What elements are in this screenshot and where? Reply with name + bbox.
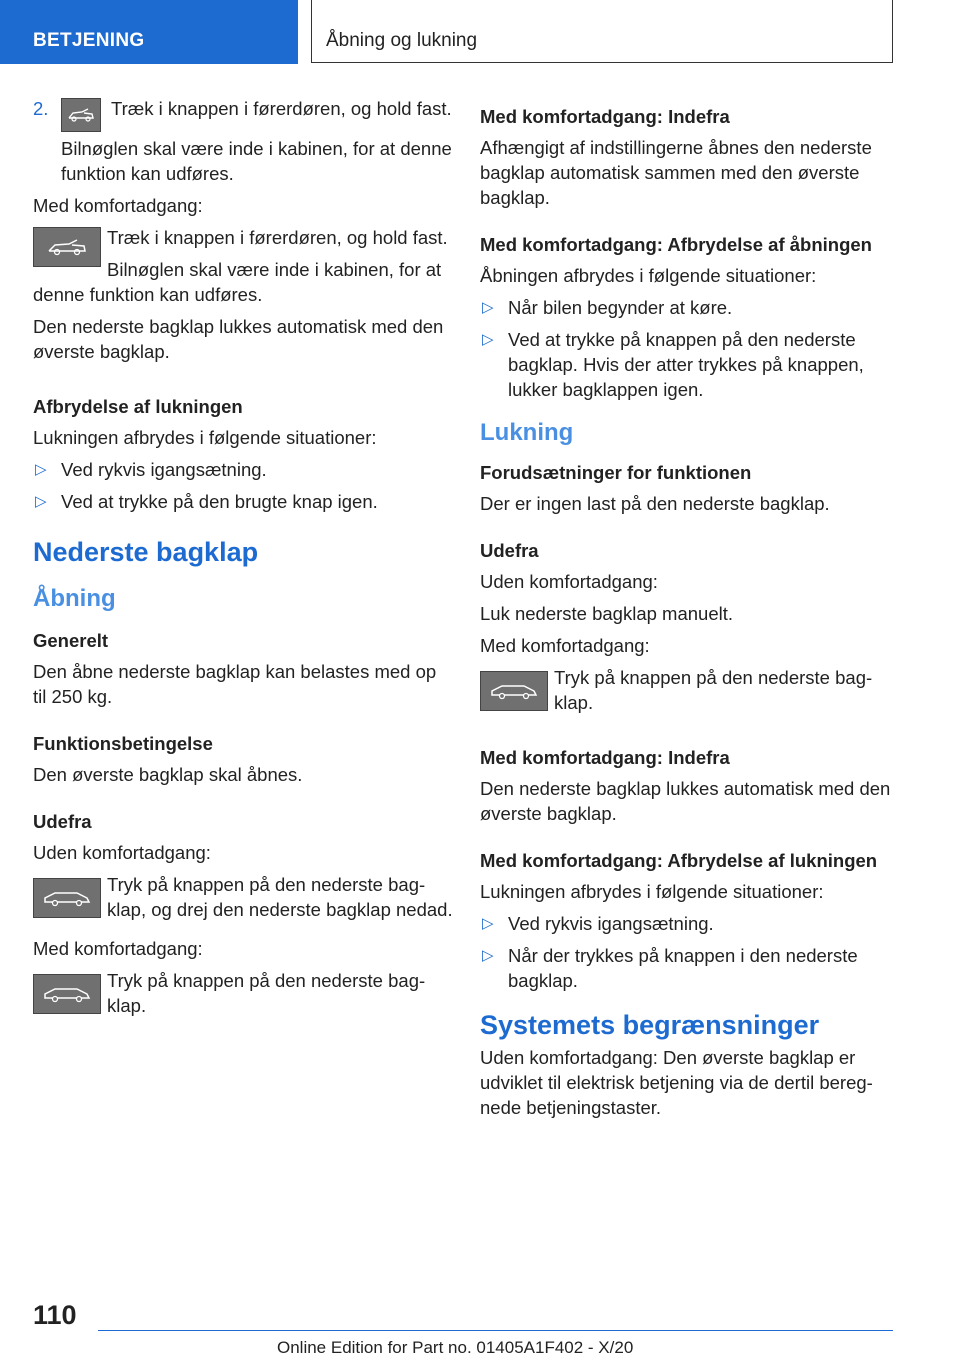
inside-heading-2: Med komfortadgang: Indefra [480,747,730,768]
left-column [33,96,453,1025]
close-interrupt-heading: Med komfortadgang: Afbrydelse af lukningen [480,850,878,871]
car-tailgate-icon [33,974,101,1014]
triangle-bullet-icon: ▷ [482,331,494,348]
triangle-bullet-icon: ▷ [482,947,494,964]
triangle-bullet-icon: ▷ [482,915,494,932]
prereq-text: Der er ingen last på den nederste bagklap. [480,493,830,514]
outside-heading: Udefra [33,811,92,832]
list-item [480,295,892,320]
triangle-bullet-icon: ▷ [35,493,47,510]
car-open-icon [61,98,101,132]
step-2-note: Bilnøglen skal være inde i kabinen, for at denne funktion kan udføres. [61,138,452,184]
triangle-bullet-icon: ▷ [482,299,494,316]
header-section-label: BETJENING [33,30,145,51]
step-number: 2. [33,98,49,119]
footer-edition: Online Edition for Part no. 01405A1F402 - X/20 [277,1338,634,1357]
list-item [480,911,892,936]
general-text: Den åbne nederste bagklap kan belastes med op til 250 kg. [33,661,437,707]
triangle-bullet-icon: ▷ [35,461,47,478]
no-comfort-text: Tryk på knappen på den nederste bag-klap, og drej den nederste bagklap nedad. [107,874,453,920]
no-comfort-label-right: Uden komfortadgang: [480,571,658,592]
car-tailgate-icon [33,878,101,918]
interrupt-text: Lukningen afbrydes i følgende situationer: [33,427,377,448]
open-interrupt-heading: Med komfortadgang: Afbrydelse af åbningen [480,234,872,255]
open-interrupt-text: Åbningen afbrydes i følgende situationer: [480,265,817,286]
list-item [480,943,892,993]
inside-text: Afhængigt af indstillingerne åbnes den nederste bagklap automatisk sammen med den øverste bagklap. [480,137,872,208]
list-item-text: Når bilen begynder at køre. [508,297,733,318]
car-open-icon [33,227,101,267]
comfort-note: Bilnøglen skal være inde i kabinen, for at denne funktion kan udføres. [33,259,442,305]
comfort-block [33,225,453,307]
list-item [33,489,453,514]
comfort-label-2: Med komfortadgang: [33,938,203,959]
auto-close-text: Den nederste bagklap lukkes automatisk med den øverste bagklap. [33,316,444,362]
inside-text-2: Den nederste bagklap lukkes automatisk med den øverste bagklap. [480,778,891,824]
list-item-text: Ved rykvis igangsætning. [508,913,714,934]
condition-text: Den øverste bagklap skal åbnes. [33,764,303,785]
close-interrupt-text: Lukningen afbrydes i følgende situationer: [480,881,824,902]
comfort-block-2 [33,968,453,1018]
header-chapter-label: Åbning og lukning [326,30,478,51]
right-column [480,96,892,1127]
header-chapter-tab [311,0,893,63]
section-heading-lower-tailgate: Nederste bagklap [33,537,259,567]
comfort-text: Træk i knappen i førerdøren, og hold fast. [107,227,448,248]
inside-heading: Med komfortadgang: Indefra [480,106,730,127]
comfort-text-2: Tryk på knappen på den nederste bag-klap. [107,970,426,1016]
section-heading-limits: Systemets begrænsninger [480,1010,820,1040]
car-tailgate-icon [480,671,548,711]
list-item-text: Ved rykvis igangsætning. [61,459,267,480]
comfort-label-right: Med komfortadgang: [480,635,650,656]
limits-text: Uden komfortadgang: Den øverste bagklap er udviklet til elektrisk betjening via de dertil bereg-nede betjeningstaster. [480,1047,873,1118]
comfort-text-right: Tryk på knappen på den nederste bag-klap. [554,667,873,713]
subsection-heading-closing: Lukning [480,419,574,446]
no-comfort-block [33,872,453,922]
subsection-heading-opening: Åbning [33,585,116,612]
header-section-tab [0,0,298,64]
interrupt-heading: Afbrydelse af lukningen [33,396,243,417]
list-item [480,327,892,402]
comfort-label: Med komfortadgang: [33,195,203,216]
list-item-text: Ved at trykke på knappen på den nederste bagklap. Hvis der atter trykkes på knappen, lukker bagklappen igen. [508,329,864,400]
list-item-text: Når der trykkes på knappen i den nederste bagklap. [508,945,858,991]
step-2-text: Træk i knappen i førerdøren, og hold fast. [111,98,452,119]
prereq-heading: Forudsætninger for funktionen [480,462,752,483]
outside-heading-right: Udefra [480,540,539,561]
list-item-text: Ved at trykke på den brugte knap igen. [61,491,378,512]
step-2 [33,96,453,121]
condition-heading: Funktionsbetingelse [33,733,213,754]
no-comfort-label: Uden komfortadgang: [33,842,211,863]
page-number: 110 [33,1300,77,1330]
list-item [33,457,453,482]
footer-divider [98,1330,893,1331]
manual-close-text: Luk nederste bagklap manuelt. [480,603,734,624]
comfort-block-right [480,665,892,715]
general-heading: Generelt [33,630,109,651]
